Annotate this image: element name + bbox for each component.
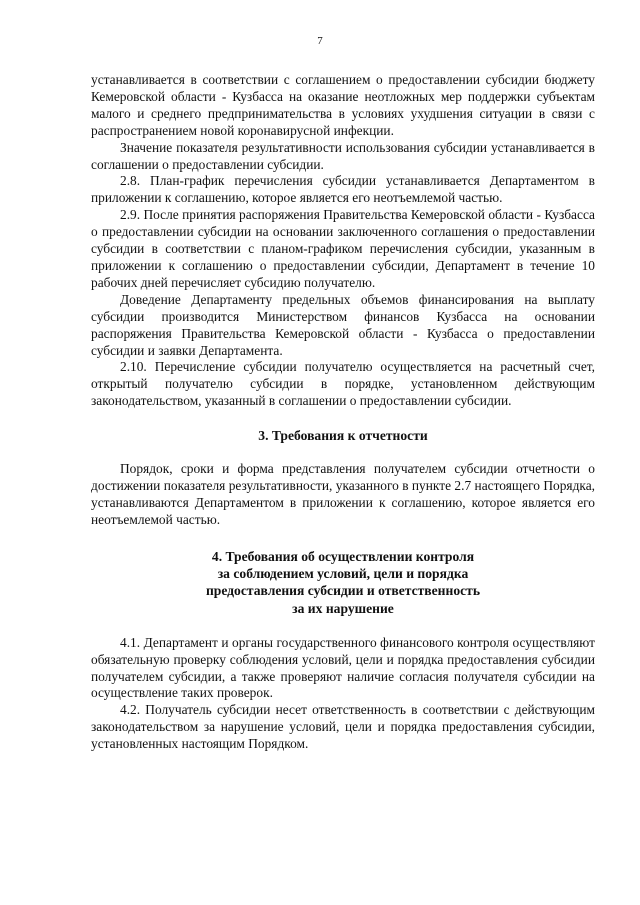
- paragraph-indicator-value: Значение показателя результативности использования субсидии устанавливается в соглашении о предоставлении субсидии.: [91, 139, 595, 172]
- section-4-title: [91, 548, 595, 617]
- paragraph-4-2: 4.2. Получатель субсидии несет ответственность в соответствии с действующим законодательством за нарушение условий, цели и порядка предоставления субсидии, установленных настоящим Порядком.: [91, 702, 595, 752]
- section-4-title-line: предоставления субсидии и ответственность: [205, 583, 481, 599]
- paragraph-2-10: 2.10. Перечисление субсидии получателю осуществляется на расчетный счет, открытый получателю субсидии в порядке, установленном действующим законодательством, указанный в соглашении о предоставлении субсидии.: [91, 359, 595, 409]
- section-3-paragraph: Порядок, сроки и форма представления получателем субсидии отчетности о достижении показателя результативности, указанного в пункте 2.7 настоящего Порядка, устанавливаются Департаментом в приложении к соглашению, которое является его неотъемлемой частью.: [91, 461, 595, 528]
- section-4-title-line: за их нарушение: [292, 600, 394, 616]
- document-body: [91, 72, 595, 753]
- section-3-title: 3. Требования к отчетности: [258, 428, 428, 444]
- section-4-title-line: 4. Требования об осуществлении контроля: [211, 548, 475, 564]
- paragraph-2-9: 2.9. После принятия распоряжения Правительства Кемеровской области - Кузбасса о предоставлении субсидии на основании заключенного соглашения о предоставлении субсидии в соответствии с планом-графиком перечисления субсидии, указанным в приложении к соглашению о предоставлении субсидии, Департамент в течение 10 рабочих дней перечисляет субсидию получателю.: [91, 207, 595, 290]
- paragraph-4-1: 4.1. Департамент и органы государственного финансового контроля осуществляют обязательную проверку соблюдения условий, цели и порядка предоставления субсидии получателем субсидии, а также проверяют наличие согласия получателя субсидии на осуществление таких проверок.: [91, 634, 595, 701]
- paragraph-funding-limits: Доведение Департаменту предельных объемов финансирования на выплату субсидии производится Министерством финансов Кузбасса на основании распоряжения Правительства Кемеровской области - Кузбасса о предоставлении субсидии и заявки Департамента.: [91, 291, 595, 358]
- paragraph-continuation: устанавливается в соответствии с соглашением о предоставлении субсидии бюджету Кемеровской области - Кузбасса на оказание неотложных мер поддержки субъектам малого и среднего предпринимательства в условиях ухудшения ситуации в связи с распространением новой коронавирусной инфекции.: [91, 72, 595, 138]
- paragraph-2-8: 2.8. План-график перечисления субсидии устанавливается Департаментом в приложении к соглашению, которое является его неотъемлемой частью.: [91, 173, 595, 206]
- page-number: 7: [317, 35, 323, 47]
- section-4-title-line: за соблюдением условий, цели и порядка: [217, 566, 469, 582]
